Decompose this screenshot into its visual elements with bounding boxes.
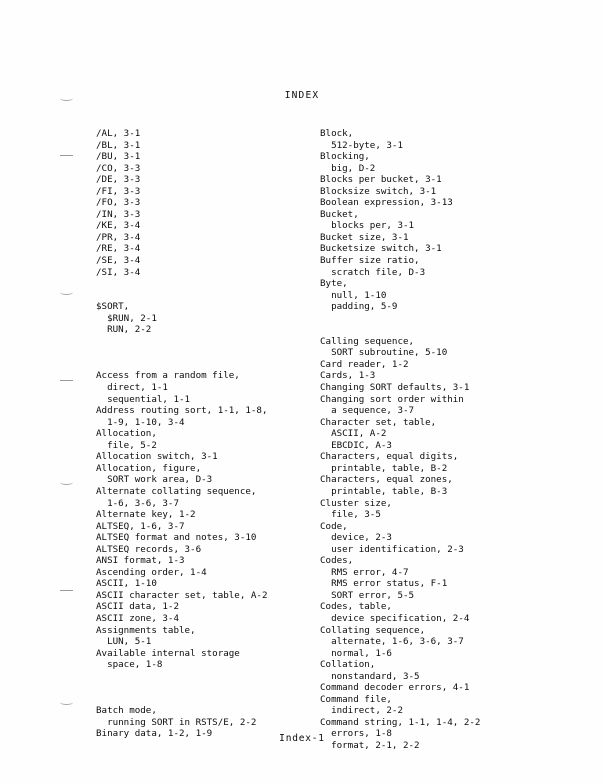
index-entry: /KE, 3-4 <box>96 220 141 232</box>
index-entry: Characters, equal digits, <box>320 451 459 463</box>
index-spacer <box>96 671 267 683</box>
index-entry: Collating sequence, <box>320 624 426 636</box>
index-entry: Character set, table, <box>320 416 437 428</box>
index-entry: /CO, 3-3 <box>96 162 141 174</box>
index-entry: a sequence, 3-7 <box>320 405 415 417</box>
index-entry: Codes, <box>320 555 354 567</box>
index-entry: Command decoder errors, 4-1 <box>320 682 470 694</box>
index-spacer <box>96 682 267 694</box>
index-entry: printable, table, B-2 <box>320 462 448 474</box>
index-entry: Bucket size, 3-1 <box>320 231 409 243</box>
margin-mark <box>60 700 73 705</box>
index-entry: /FI, 3-3 <box>96 185 141 197</box>
index-spacer <box>320 313 480 325</box>
index-entry: null, 1-10 <box>320 289 387 301</box>
index-entry: /SI, 3-4 <box>96 266 141 278</box>
index-entry: ASCII, A-2 <box>320 428 387 440</box>
index-entry: Alternate collating sequence, <box>96 485 257 497</box>
index-spacer <box>96 336 267 348</box>
index-entry: Ascending order, 1-4 <box>96 566 207 578</box>
index-entry: /IN, 3-3 <box>96 208 141 220</box>
index-entry: big, D-2 <box>320 162 376 174</box>
index-entry: format, 2-1, 2-2 <box>320 739 420 751</box>
index-spacer <box>96 290 267 302</box>
index-entry: ASCII, 1-10 <box>96 578 157 590</box>
index-entry: Batch mode, <box>96 705 157 717</box>
index-entry: normal, 1-6 <box>320 647 392 659</box>
index-entry: Code, <box>320 520 348 532</box>
page-title: INDEX <box>284 90 320 101</box>
index-entry: ALTSEQ, 1-6, 3-7 <box>96 520 185 532</box>
index-entry: Buffer size ratio, <box>320 255 420 267</box>
index-entry: Alternate key, 1-2 <box>96 509 196 521</box>
index-entry: Address routing sort, 1-1, 1-8, <box>96 405 268 417</box>
index-entry: Changing sort order within <box>320 393 464 405</box>
margin-hole-marks <box>60 0 80 783</box>
index-entry: nonstandard, 3-5 <box>320 670 420 682</box>
index-entry: Bucket, <box>320 208 359 220</box>
margin-mark <box>60 155 73 156</box>
index-entry: /RE, 3-4 <box>96 243 141 255</box>
index-entry: printable, table, B-3 <box>320 485 448 497</box>
index-entry: RMS error status, F-1 <box>320 578 448 590</box>
index-spacer <box>96 278 267 290</box>
index-entry: /DE, 3-3 <box>96 174 141 186</box>
index-entry: 1-6, 3-6, 3-7 <box>96 497 179 509</box>
index-spacer <box>96 347 267 359</box>
index-spacer <box>96 359 267 371</box>
margin-mark <box>60 380 73 381</box>
margin-mark <box>60 480 73 485</box>
index-entry: Boolean expression, 3-13 <box>320 197 453 209</box>
index-entry: $SORT, <box>96 301 130 313</box>
index-entry: Changing SORT defaults, 3-1 <box>320 382 470 394</box>
index-entry: Codes, table, <box>320 601 392 613</box>
index-entry: /SE, 3-4 <box>96 255 141 267</box>
index-entry: $RUN, 2-1 <box>96 312 157 324</box>
index-entry: Calling sequence, <box>320 335 415 347</box>
index-entry: scratch file, D-3 <box>320 266 426 278</box>
index-entry: Access from a random file, <box>96 370 240 382</box>
page-number: Index-1 <box>279 733 325 744</box>
index-entry: Blocking, <box>320 151 370 163</box>
index-entry: 1-9, 1-10, 3-4 <box>96 416 185 428</box>
index-entry: ANSI format, 1-3 <box>96 555 185 567</box>
index-entry: Cards, 1-3 <box>320 370 376 382</box>
index-entry: Allocation, figure, <box>96 462 202 474</box>
index-entry: LUN, 5-1 <box>96 636 152 648</box>
index-entry: EBCDIC, A-3 <box>320 439 392 451</box>
index-entry: /BL, 3-1 <box>96 139 141 151</box>
index-column-right <box>320 128 480 752</box>
index-entry: ASCII character set, table, A-2 <box>96 589 268 601</box>
index-entry: SORT subroutine, 5-10 <box>320 347 448 359</box>
index-entry: Allocation, <box>96 428 157 440</box>
index-entry: running SORT in RSTS/E, 2-2 <box>96 716 257 728</box>
index-entry: direct, 1-1 <box>96 382 168 394</box>
index-entry: Blocksize switch, 3-1 <box>320 185 437 197</box>
index-entry: file, 3-5 <box>320 509 381 521</box>
index-entry: ALTSEQ format and notes, 3-10 <box>96 532 257 544</box>
index-spacer <box>320 324 480 336</box>
index-entry: Block, <box>320 128 354 139</box>
index-entry: /PR, 3-4 <box>96 231 141 243</box>
index-entry: Blocks per bucket, 3-1 <box>320 174 442 186</box>
index-entry: Available internal storage <box>96 647 240 659</box>
margin-mark <box>60 590 73 591</box>
index-column-left <box>96 128 267 740</box>
index-entry: Command string, 1-1, 1-4, 2-2 <box>320 716 481 728</box>
index-entry: RMS error, 4-7 <box>320 566 409 578</box>
index-entry: Card reader, 1-2 <box>320 358 409 370</box>
index-entry: ALTSEQ records, 3-6 <box>96 543 202 555</box>
index-entry: indirect, 2-2 <box>320 705 403 717</box>
index-entry: ASCII zone, 3-4 <box>96 612 179 624</box>
index-entry: ASCII data, 1-2 <box>96 601 179 613</box>
index-entry: SORT work area, D-3 <box>96 474 213 486</box>
index-entry: /FO, 3-3 <box>96 197 141 209</box>
index-entry: Cluster size, <box>320 497 392 509</box>
index-entry: Assignments table, <box>96 624 196 636</box>
index-entry: RUN, 2-2 <box>96 324 152 336</box>
index-entry: /BU, 3-1 <box>96 151 141 163</box>
index-entry: device, 2-3 <box>320 532 392 544</box>
index-entry: Byte, <box>320 278 348 290</box>
index-entry: 512-byte, 3-1 <box>320 139 403 151</box>
index-entry: blocks per, 3-1 <box>320 220 415 232</box>
index-entry: SORT error, 5-5 <box>320 589 415 601</box>
index-entry: /AL, 3-1 <box>96 128 141 139</box>
index-entry: Command file, <box>320 693 392 705</box>
index-entry: Bucketsize switch, 3-1 <box>320 243 442 255</box>
index-entry: space, 1-8 <box>96 659 163 671</box>
index-entry: file, 5-2 <box>96 439 157 451</box>
index-entry: Collation, <box>320 659 376 671</box>
index-entry: sequential, 1-1 <box>96 393 191 405</box>
margin-mark <box>60 290 73 295</box>
index-entry: Allocation switch, 3-1 <box>96 451 218 463</box>
index-entry: errors, 1-8 <box>320 728 392 740</box>
index-entry: device specification, 2-4 <box>320 612 470 624</box>
index-entry: alternate, 1-6, 3-6, 3-7 <box>320 636 464 648</box>
index-entry: Characters, equal zones, <box>320 474 453 486</box>
index-entry: Binary data, 1-2, 1-9 <box>96 728 213 740</box>
index-spacer <box>96 694 267 706</box>
index-entry: padding, 5-9 <box>320 301 398 313</box>
index-entry: user identification, 2-3 <box>320 543 464 555</box>
